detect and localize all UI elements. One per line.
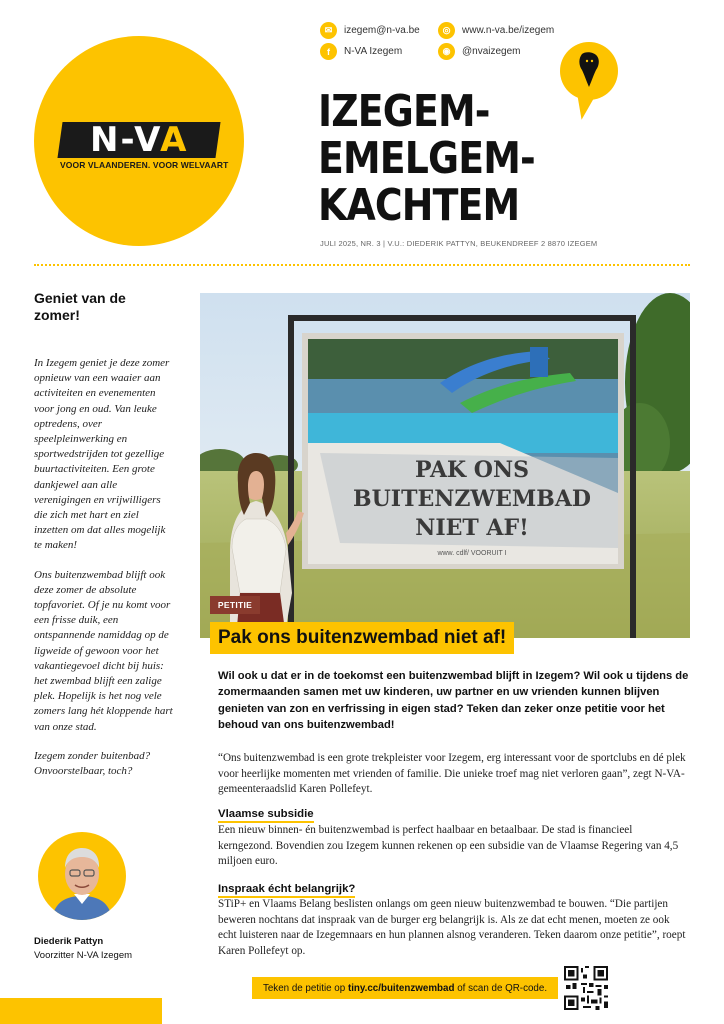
sign-text-line-1: PAK ONS: [415, 457, 529, 483]
sign-footer: www. cdlf/ VOORUIT I: [437, 550, 507, 557]
instagram-link[interactable]: @nvaizegem: [462, 46, 521, 57]
portrait-photo: [38, 832, 126, 920]
edition-info: JULI 2025, NR. 3 | V.U.: DIEDERIK PATTYN, BEUKENDREEF 2 8870 IZEGEM: [320, 239, 598, 248]
sidebar-paragraph: Izegem zonder buitenbad? Onvoorstelbaar, toch?: [34, 749, 151, 778]
facebook-link[interactable]: N-VA Izegem: [344, 46, 403, 57]
section-text-subsidie: Een nieuw binnen- én buitenzwembad is perfect haalbaar en betaalbaar. De stad is financieel kerngezond. Bovendien zou Izegem kunnen rekenen op een subsidie van de Vlaamse Regering van 4,5 miljoen euro.: [218, 824, 679, 868]
nva-logo: [57, 122, 220, 158]
petition-photo: [200, 293, 690, 638]
sign-text-line-3: NIET AF!: [415, 515, 529, 541]
article-headline: Pak ons buitenzwembad niet af!: [210, 622, 514, 654]
sign-text-line-2: BUITENZWEMBAD: [353, 486, 591, 512]
sidebar-paragraph: Ons buitenzwembad blijft ook deze zomer de absolute topfavoriet. Of je nu komt voor een frisse duik, een ontspannende namiddag op de ligweide of gewoon voor het vakantiegevoel dicht bij huis: het zwembad blijft een zalige plek. Hopelijk is het nog vele zomers lang hét kloppende hart van onze stad.: [34, 568, 173, 733]
footer-corner-bar: [0, 998, 162, 1024]
mail-icon: ✉: [320, 22, 337, 39]
masthead-line-3: KACHTEM: [318, 180, 520, 231]
masthead-title: [318, 88, 535, 229]
header-divider: [34, 264, 690, 266]
petition-link[interactable]: tiny.cc/buitenzwembad: [347, 982, 455, 994]
sidebar-title: Geniet van de zomer!: [34, 290, 126, 323]
logo-circle: [34, 36, 244, 246]
globe-icon: ◎: [438, 22, 455, 39]
facebook-contact[interactable]: [320, 43, 402, 60]
signature-role: Voorzitter N-VA Izegem: [34, 950, 133, 961]
lion-icon: [578, 52, 600, 88]
website-link[interactable]: www.n-va.be/izegem: [462, 25, 555, 36]
person-portrait-icon: [38, 832, 126, 920]
instagram-contact[interactable]: [438, 43, 521, 60]
section-text-inspraak: STiP+ en Vlaams Belang beslisten onlangs om geen nieuw buitenzwembad te bouwen. “Die partijen beweren nochtans dat inspraak van de burger erg belangrijk is. Als ze dat echt menen, moeten ze ook echt luisteren naar de Izegemnaars en hun plannen alsnog veranderen. Teken daarom onze petitie”, roept Karen Pollefeyt op.: [218, 898, 686, 957]
masthead-line-2: EMELGEM-: [318, 133, 535, 184]
section-title-inspraak: Inspraak écht belangrijk?: [218, 882, 355, 898]
masthead-line-1: IZEGEM-: [318, 86, 490, 137]
article-lead: Wil ook u dat er in de toekomst een buitenzwembad blijft in Izegem? Wil ook u tijdens de zomermaanden samen met uw kinderen, uw partner en uw vrienden kunnen blijven genieten van zon en verfrissing in eigen stad? Teken dan zeker onze petitie voor het behoud van ons buitenzwembad!: [218, 670, 689, 732]
speech-bubble-tail: [572, 90, 597, 121]
article-quote: “Ons buitenzwembad is een grote trekpleister voor Izegem, erg interessant voor de sportclubs en dé plek voor heerlijke momenten met vrienden of familie. Die unieke troef mag niet verloren gaan”, zegt N-VA-gemeenteraadslid Karen Pollefeyt.: [218, 752, 686, 796]
instagram-icon: ◉: [438, 43, 455, 60]
cta-post: of scan de QR-code.: [457, 982, 548, 994]
cta-pre: Teken de petitie op: [262, 982, 346, 994]
petition-tag: PETITIE: [210, 596, 260, 614]
logo-accent: A: [159, 120, 189, 160]
qr-code-icon[interactable]: [564, 966, 608, 1010]
logo-slogan: VOOR VLAANDEREN. VOOR WELVAART: [60, 160, 229, 170]
website-contact[interactable]: [438, 22, 554, 39]
facebook-icon: f: [320, 43, 337, 60]
petition-cta: [252, 977, 558, 999]
email-contact[interactable]: [320, 22, 420, 39]
email-link[interactable]: izegem@n-va.be: [344, 25, 420, 36]
sidebar-text: [34, 356, 174, 793]
signature-name: Diederik Pattyn: [34, 936, 104, 947]
sidebar-paragraph: In Izegem geniet je deze zomer opnieuw van een waaier aan activiteiten en evenementen voor jong en oud. Van leuke optredens, over speelpleinwerking en sportwedstrijden tot gezellige buurtactiviteiten. Een grote dankjewel aan alle verenigingen en vrijwilligers die zich met hart en ziel inzetten om dat alles mogelijk te maken!: [34, 357, 170, 552]
logo-text: N-V: [89, 120, 160, 160]
photo-illustration: [200, 293, 690, 638]
section-title-subsidie: Vlaamse subsidie: [218, 807, 314, 823]
